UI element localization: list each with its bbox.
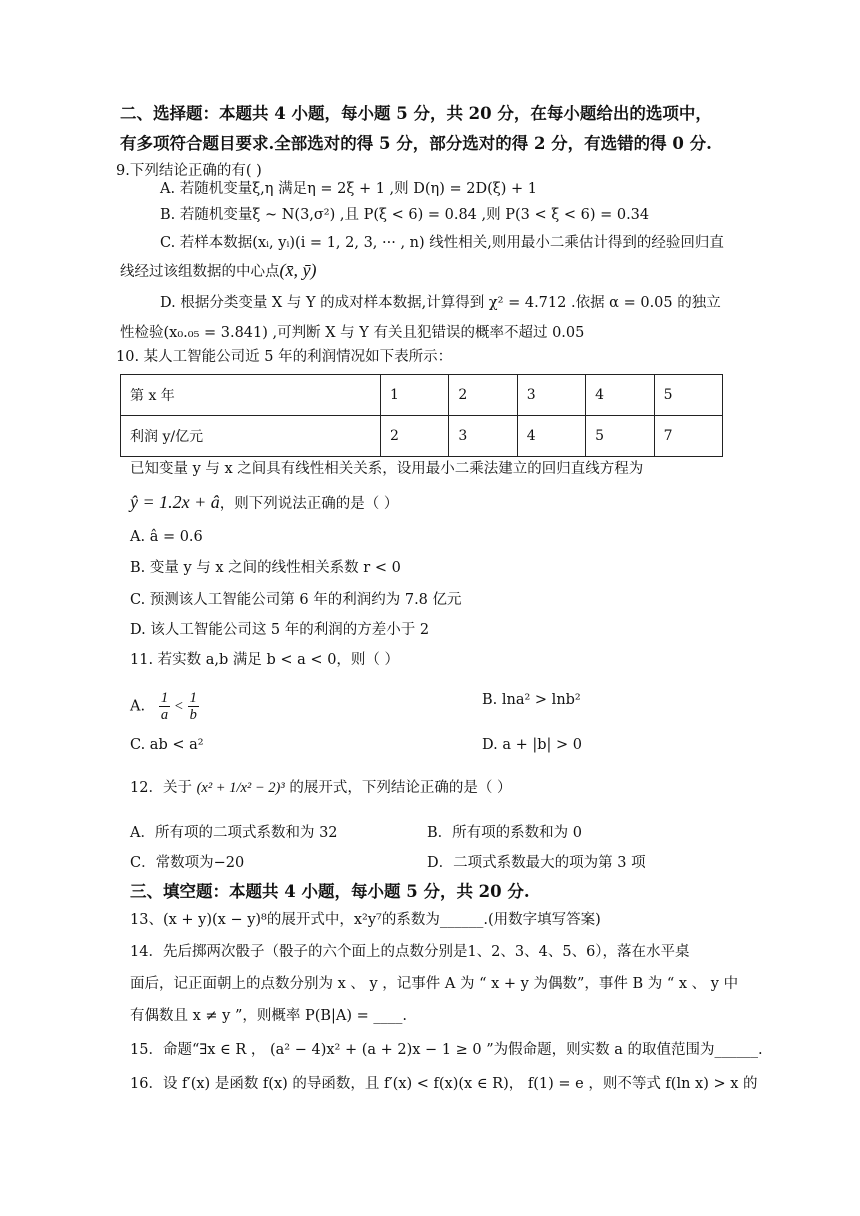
table-cell: 利润 y/亿元	[121, 416, 381, 457]
q10-after-line2	[130, 492, 398, 514]
q10-option-c: C. 预测该人工智能公司第 6 年的利润约为 7.8 亿元	[130, 592, 462, 608]
less-than: <	[174, 698, 183, 715]
question-16: 16．设 f′(x) 是函数 f(x) 的导函数，且 f′(x) < f(x)(x ∈ R)， f(1) = e ，则不等式 f(ln x) > x 的	[130, 1076, 758, 1092]
table-cell: 2	[381, 416, 449, 457]
q9-option-b: B. 若随机变量ξ ~ N(3,σ²) ,且 P(ξ < 6) = 0.84 ,则 P(3 < ξ < 6) = 0.34	[160, 207, 650, 223]
numerator: 1	[160, 690, 169, 706]
q9-option-c-text: 线经过该组数据的中心点	[120, 264, 280, 280]
q12-stem-prefix: 12．关于	[130, 780, 192, 796]
q12-option-a: A．所有项的二项式系数和为 32	[130, 825, 338, 841]
section2-line1: 二、选择题：本题共 4 小题，每小题 5 分，共 20 分，在每小题给出的选项中，	[120, 104, 712, 123]
q11-option-a-label: A.	[130, 698, 146, 715]
q10-stem: 10. 某人工智能公司近 5 年的利润情况如下表所示：	[116, 349, 453, 365]
q10-option-a: A. â = 0.6	[130, 529, 203, 545]
table-cell: 3	[449, 416, 517, 457]
table-cell: 5	[586, 416, 654, 457]
binomial-expression: (x² + 1/x² − 2)³	[196, 780, 285, 796]
q9-option-d-line1: D. 根据分类变量 X 与 Y 的成对样本数据,计算得到 χ² = 4.712 .依据 α = 0.05 的独立	[160, 295, 721, 311]
regression-equation: ŷ = 1.2x + â	[130, 492, 220, 512]
denominator: b	[189, 707, 197, 723]
q9-option-d-line2: 性检验(x₀.₀₅ = 3.841) ,可判断 X 与 Y 有关且犯错误的概率不超过 0.05	[120, 325, 585, 341]
table-row	[121, 375, 723, 416]
section3-heading: 三、填空题：本题共 4 小题，每小题 5 分，共 20 分.	[130, 882, 530, 901]
question-15: 15．命题“∃x ∈ R ， (a² − 4)x² + (a + 2)x − 1 ≥ 0 ”为假命题，则实数 a 的取值范围为______.	[130, 1042, 763, 1058]
q14-line2: 面后，记正面朝上的点数分别为 x 、 y ，记事件 A 为 “ x + y 为偶数”，事件 B 为 “ x 、 y 中	[130, 976, 739, 992]
q9-stem: 9.下列结论正确的有( )	[116, 163, 262, 179]
q12-stem	[130, 778, 511, 798]
q10-after-text: ，则下列说法正确的是（ ）	[219, 496, 399, 512]
table-cell: 2	[449, 375, 517, 416]
table-cell: 第 x 年	[121, 375, 381, 416]
q9-option-a: A. 若随机变量ξ,η 满足η = 2ξ + 1 ,则 D(η) = 2D(ξ) + 1	[160, 181, 538, 197]
denominator: a	[160, 707, 169, 723]
q14-line1: 14．先后掷两次骰子（骰子的六个面上的点数分别是1、2、3、4、5、6），落在水平桌	[130, 944, 690, 960]
table-cell: 3	[517, 375, 585, 416]
question-13: 13、(x + y)(x − y)⁸的展开式中，x²y⁷的系数为______.(用数字填写答案)	[130, 912, 601, 928]
q11-option-a	[130, 690, 199, 723]
q12-stem-suffix: 的展开式，下列结论正确的是（ ）	[289, 780, 512, 796]
q10-after-line1: 已知变量 y 与 x 之间具有线性相关关系，设用最小二乘法建立的回归直线方程为	[130, 461, 644, 477]
q14-line3: 有偶数且 x ≠ y ”，则概率 P(B|A) = ____.	[130, 1008, 408, 1024]
q12-option-c: C．常数项为−20	[130, 855, 245, 871]
q11-stem: 11. 若实数 a,b 满足 b < a < 0，则（ ）	[130, 652, 400, 668]
table-row	[121, 416, 723, 457]
q9-center-point: (x̄, ȳ)	[279, 260, 317, 280]
q11-option-d: D. a + |b| > 0	[482, 737, 582, 753]
table-cell: 5	[654, 375, 722, 416]
table-cell: 4	[517, 416, 585, 457]
q10-option-d: D. 该人工智能公司这 5 年的利润的方差小于 2	[130, 622, 430, 638]
fraction	[188, 690, 199, 723]
numerator: 1	[189, 690, 197, 706]
q9-option-c-line2	[120, 260, 316, 282]
q10-option-b: B. 变量 y 与 x 之间的线性相关系数 r < 0	[130, 560, 401, 576]
fraction	[159, 690, 170, 723]
table-cell: 1	[381, 375, 449, 416]
q11-option-c: C. ab < a²	[130, 737, 204, 753]
section2-line2: 有多项符合题目要求.全部选对的得 5 分，部分选对的得 2 分，有选错的得 0 分.	[120, 134, 712, 153]
q11-option-b: B. lna² > lnb²	[482, 692, 581, 708]
q12-option-d: D．二项式系数最大的项为第 3 项	[427, 855, 646, 871]
q12-option-b: B．所有项的系数和为 0	[427, 825, 582, 841]
table-cell: 7	[654, 416, 722, 457]
q9-option-c-line1: C. 若样本数据(xᵢ, yᵢ)(i = 1, 2, 3, ··· , n) 线性相关,则用最小二乘估计得到的经验回归直	[160, 235, 724, 251]
table-cell: 4	[586, 375, 654, 416]
profit-table	[120, 374, 723, 457]
